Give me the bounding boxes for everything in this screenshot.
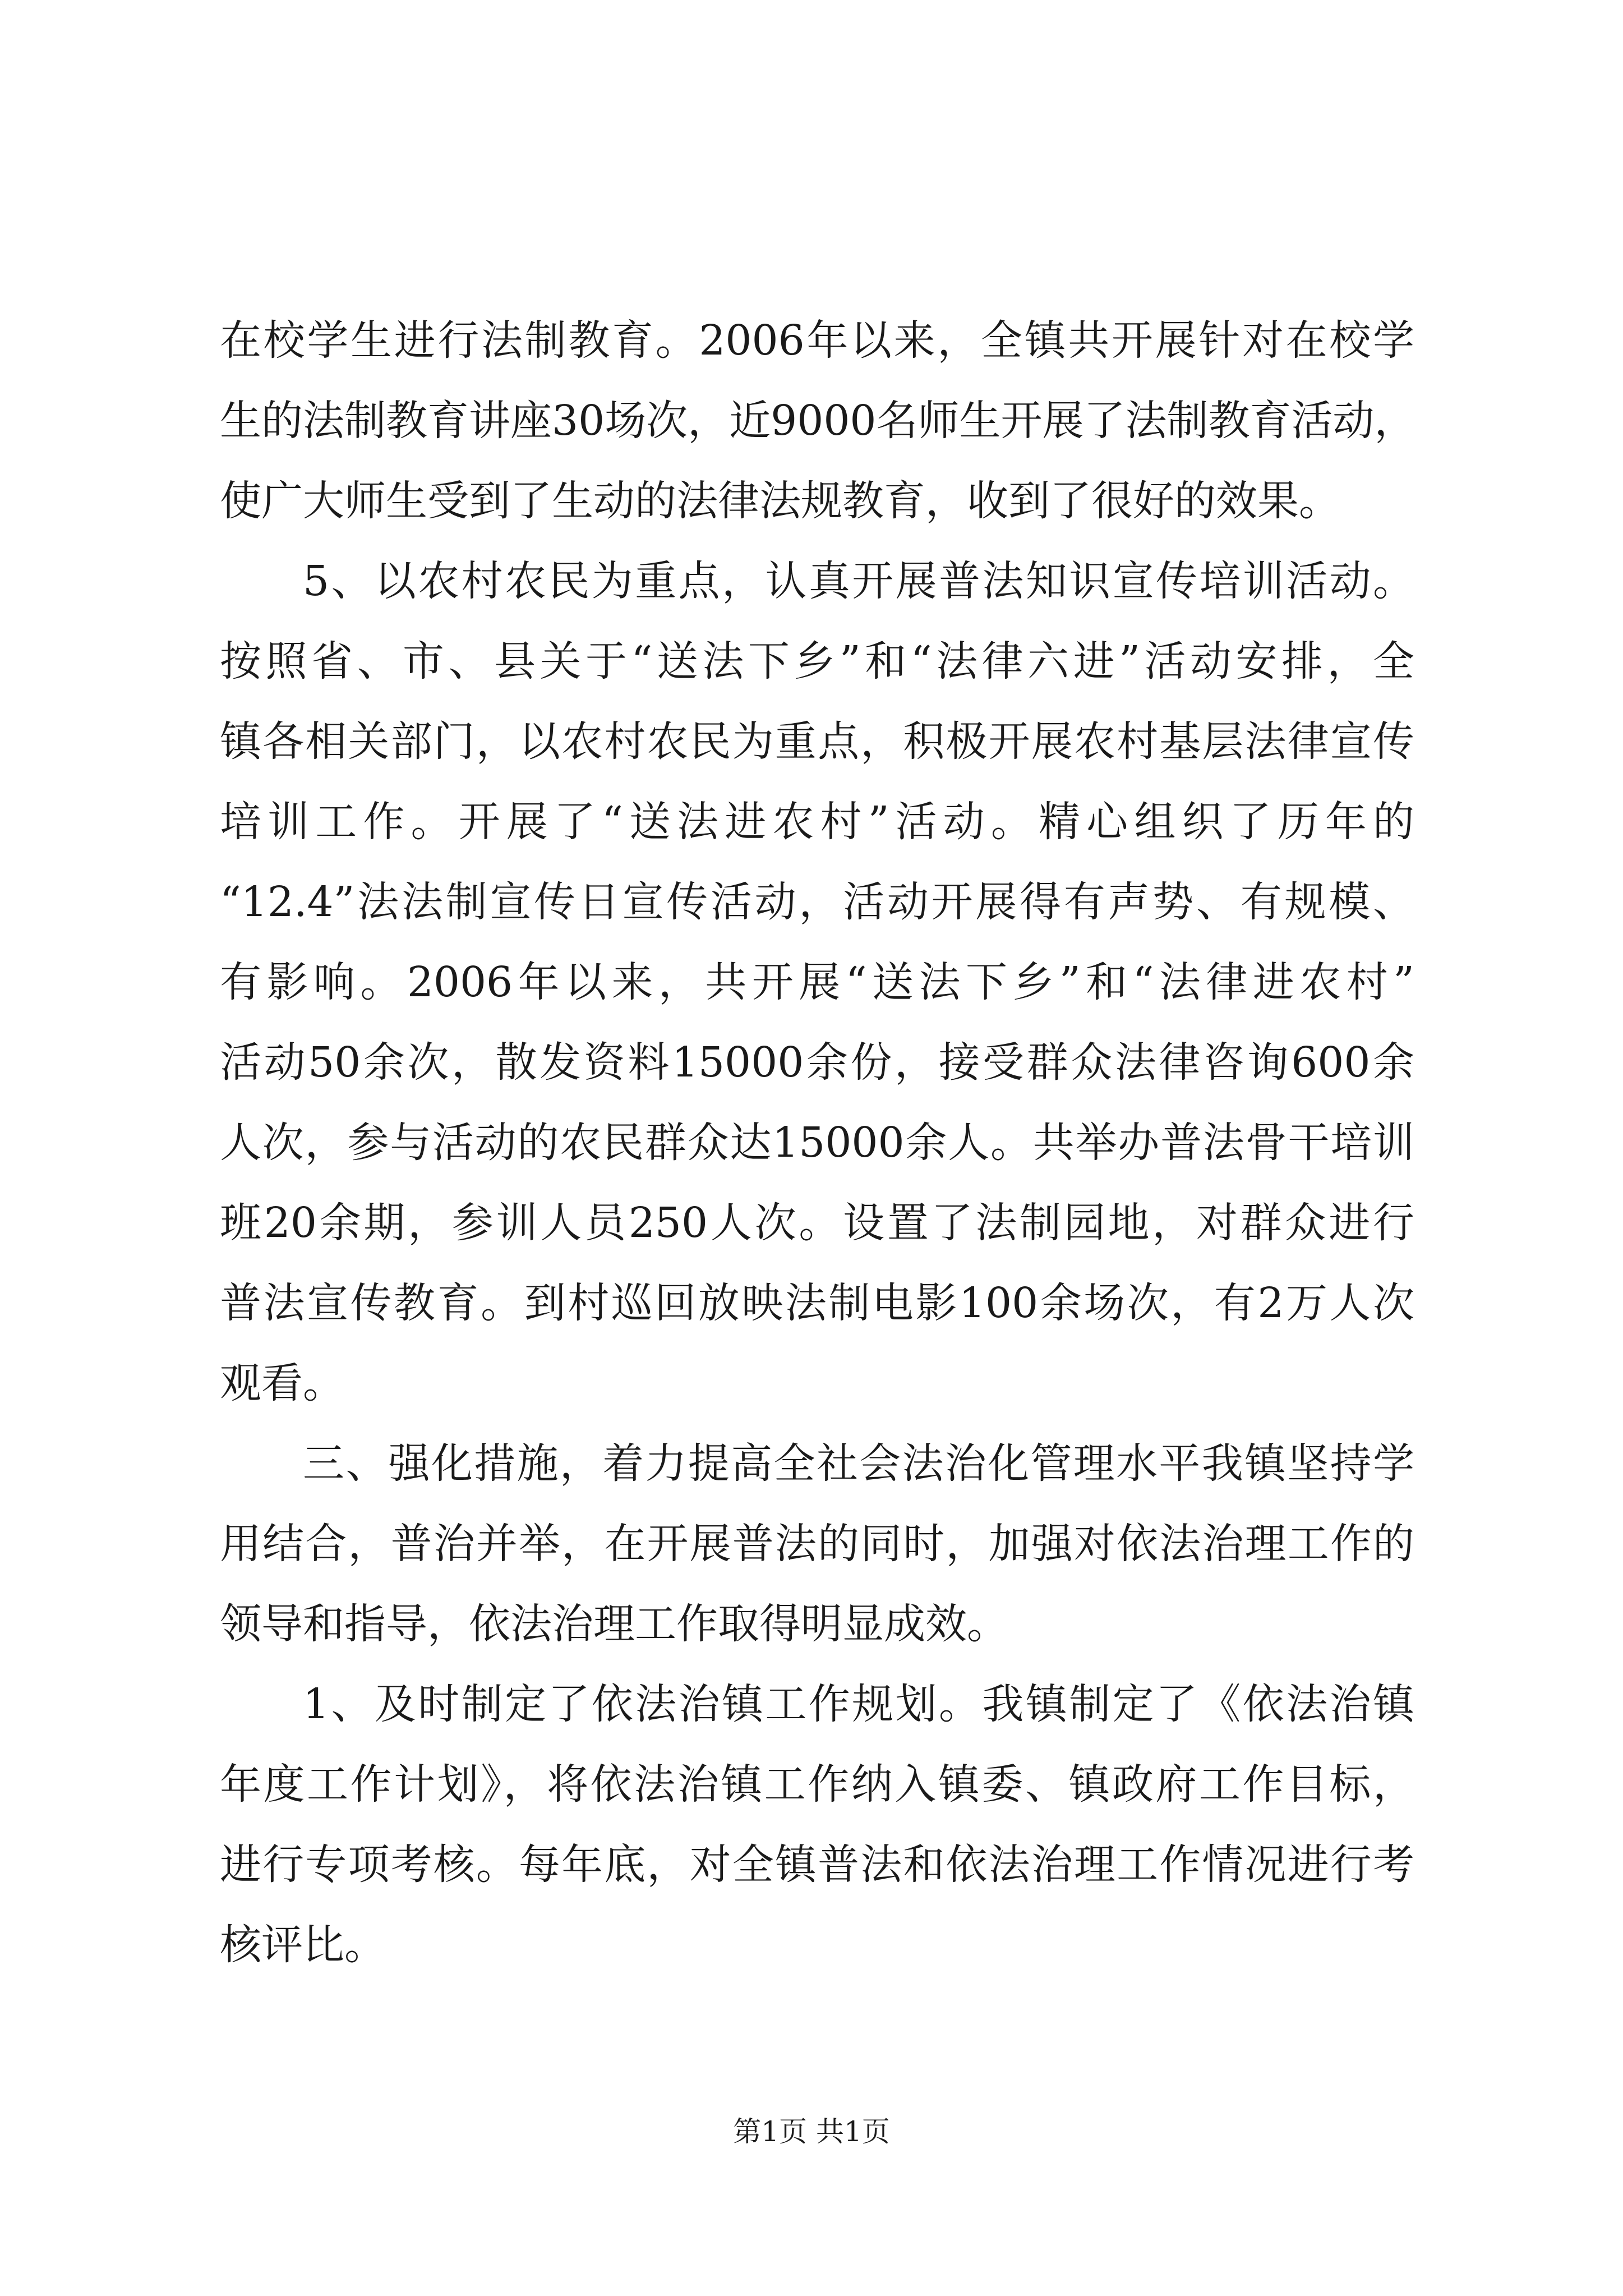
text-line: 5、以农村农民为重点，认真开展普法知识宣传培训活动。 bbox=[303, 557, 1414, 605]
text-line: 三、强化措施，着力提高全社会法治化管理水平我镇坚持学 bbox=[303, 1439, 1414, 1488]
text-line: 1、及时制定了依法治镇工作规划。我镇制定了《依法治镇 bbox=[303, 1680, 1414, 1728]
text-line: 进行专项考核。每年底，对全镇普法和依法治理工作情况进行考 bbox=[220, 1841, 1414, 1889]
document-body bbox=[220, 301, 1414, 1985]
text-line: 活动50余次，散发资料15000余份，接受群众法律咨询600余 bbox=[220, 1038, 1414, 1087]
paragraph bbox=[220, 1424, 1414, 1664]
paragraph bbox=[220, 541, 1414, 1424]
text-line: 镇各相关部门，以农村农民为重点，积极开展农村基层法律宣传 bbox=[220, 717, 1414, 766]
text-line: 按照省、市、县关于“送法下乡”和“法律六进”活动安排，全 bbox=[220, 637, 1414, 685]
page-footer: 第1页 共1页 bbox=[733, 2115, 890, 2148]
text-line: 人次，参与活动的农民群众达15000余人。共举办普法骨干培训 bbox=[220, 1119, 1414, 1167]
text-line: 使广大师生受到了生动的法律法规教育，收到了很好的效果。 bbox=[220, 477, 1340, 525]
text-line: “12.4”法法制宣传日宣传活动，活动开展得有声势、有规模、 bbox=[220, 878, 1414, 926]
text-line: 班20余期，参训人员250人次。设置了法制园地，对群众进行 bbox=[220, 1199, 1414, 1247]
text-line: 核评比。 bbox=[220, 1921, 386, 1969]
text-line: 在校学生进行法制教育。2006年以来，全镇共开展针对在校学 bbox=[220, 316, 1414, 365]
text-line: 普法宣传教育。到村巡回放映法制电影100余场次，有2万人次 bbox=[220, 1279, 1414, 1327]
text-line: 培训工作。开展了“送法进农村”活动。精心组织了历年的 bbox=[220, 798, 1414, 846]
paragraph bbox=[220, 1664, 1414, 1985]
text-line: 年度工作计划》，将依法治镇工作纳入镇委、镇政府工作目标， bbox=[220, 1760, 1414, 1809]
text-line: 观看。 bbox=[220, 1359, 344, 1407]
paragraph bbox=[220, 301, 1414, 541]
text-line: 生的法制教育讲座30场次，近9000名师生开展了法制教育活动， bbox=[220, 397, 1416, 445]
text-line: 领导和指导，依法治理工作取得明显成效。 bbox=[220, 1600, 1008, 1648]
text-line: 有影响。2006年以来，共开展“送法下乡”和“法律进农村” bbox=[220, 958, 1414, 1006]
text-line: 用结合，普治并举，在开展普法的同时，加强对依法治理工作的 bbox=[220, 1520, 1414, 1568]
